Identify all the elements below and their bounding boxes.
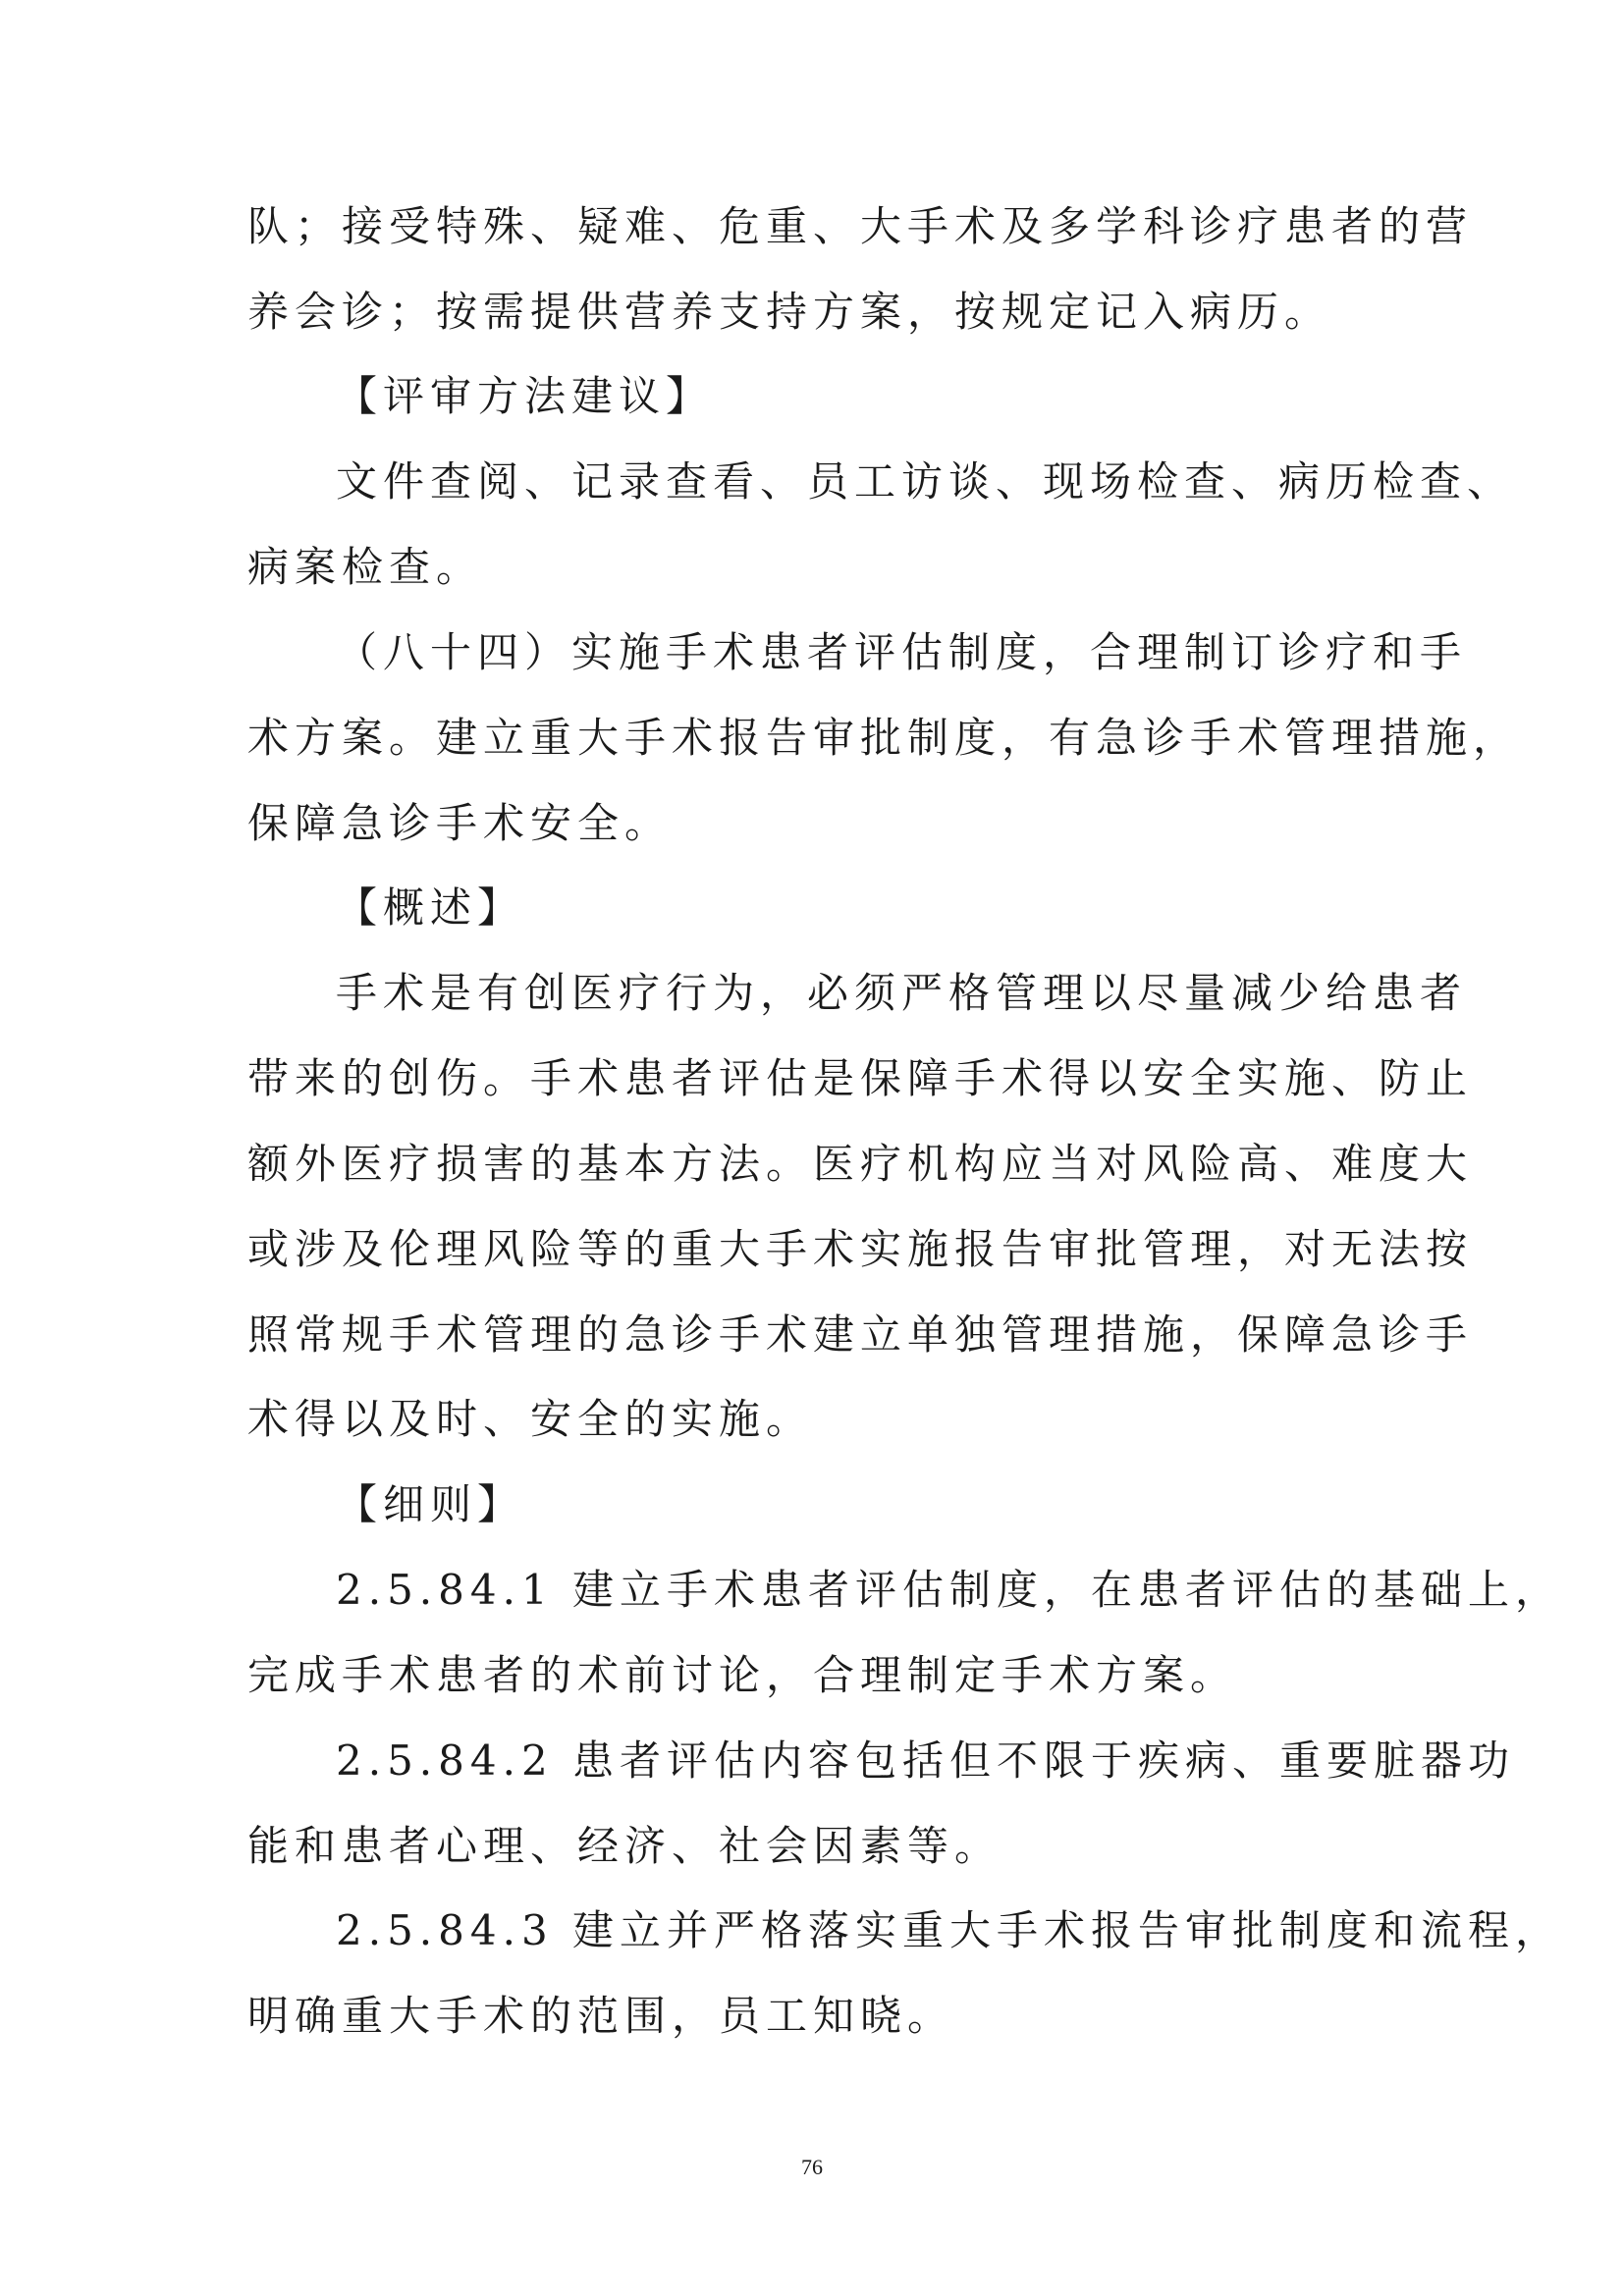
paragraph-line: 文件查阅、记录查看、员工访谈、现场检查、病历检查、 — [336, 457, 1515, 506]
article-heading-line: 保障急诊手术安全。 — [247, 799, 673, 847]
paragraph-line: 养会诊；按需提供营养支持方案，按规定记入病历。 — [247, 288, 1332, 336]
paragraph-line: 带来的创伤。手术患者评估是保障手术得以安全实施、防止 — [247, 1054, 1474, 1102]
page-number: 76 — [801, 2155, 823, 2179]
article-heading-line: （八十四）实施手术患者评估制度，合理制订诊疗和手 — [336, 628, 1468, 676]
rule-item-line: 能和患者心理、经济、社会因素等。 — [247, 1822, 1002, 1870]
paragraph-line: 额外医疗损害的基本方法。医疗机构应当对风险高、难度大 — [247, 1140, 1474, 1188]
paragraph-line: 术得以及时、安全的实施。 — [247, 1395, 814, 1443]
rule-item-line: 2.5.84.1 建立手术患者评估制度，在患者评估的基础上， — [336, 1566, 1563, 1614]
section-heading-overview: 【概述】 — [336, 883, 525, 932]
paragraph-line: 队；接受特殊、疑难、危重、大手术及多学科诊疗患者的营 — [247, 202, 1474, 250]
section-heading-review-methods: 【评审方法建议】 — [336, 372, 714, 420]
section-heading-details: 【细则】 — [336, 1480, 525, 1528]
paragraph-line: 手术是有创医疗行为，必须严格管理以尽量减少给患者 — [336, 969, 1468, 1017]
rule-item-line: 2.5.84.3 建立并严格落实重大手术报告审批制度和流程， — [336, 1906, 1563, 1954]
rule-item-line: 完成手术患者的术前讨论，合理制定手术方案。 — [247, 1651, 1238, 1699]
rule-item-line: 2.5.84.2 患者评估内容包括但不限于疾病、重要脏器功 — [336, 1736, 1516, 1785]
rule-item-line: 明确重大手术的范围，员工知晓。 — [247, 1992, 955, 2040]
article-heading-line: 术方案。建立重大手术报告审批制度，有急诊手术管理措施， — [247, 714, 1521, 762]
paragraph-line: 或涉及伦理风险等的重大手术实施报告审批管理，对无法按 — [247, 1225, 1474, 1273]
paragraph-line: 病案检查。 — [247, 543, 484, 591]
paragraph-line: 照常规手术管理的急诊手术建立单独管理措施，保障急诊手 — [247, 1310, 1474, 1359]
